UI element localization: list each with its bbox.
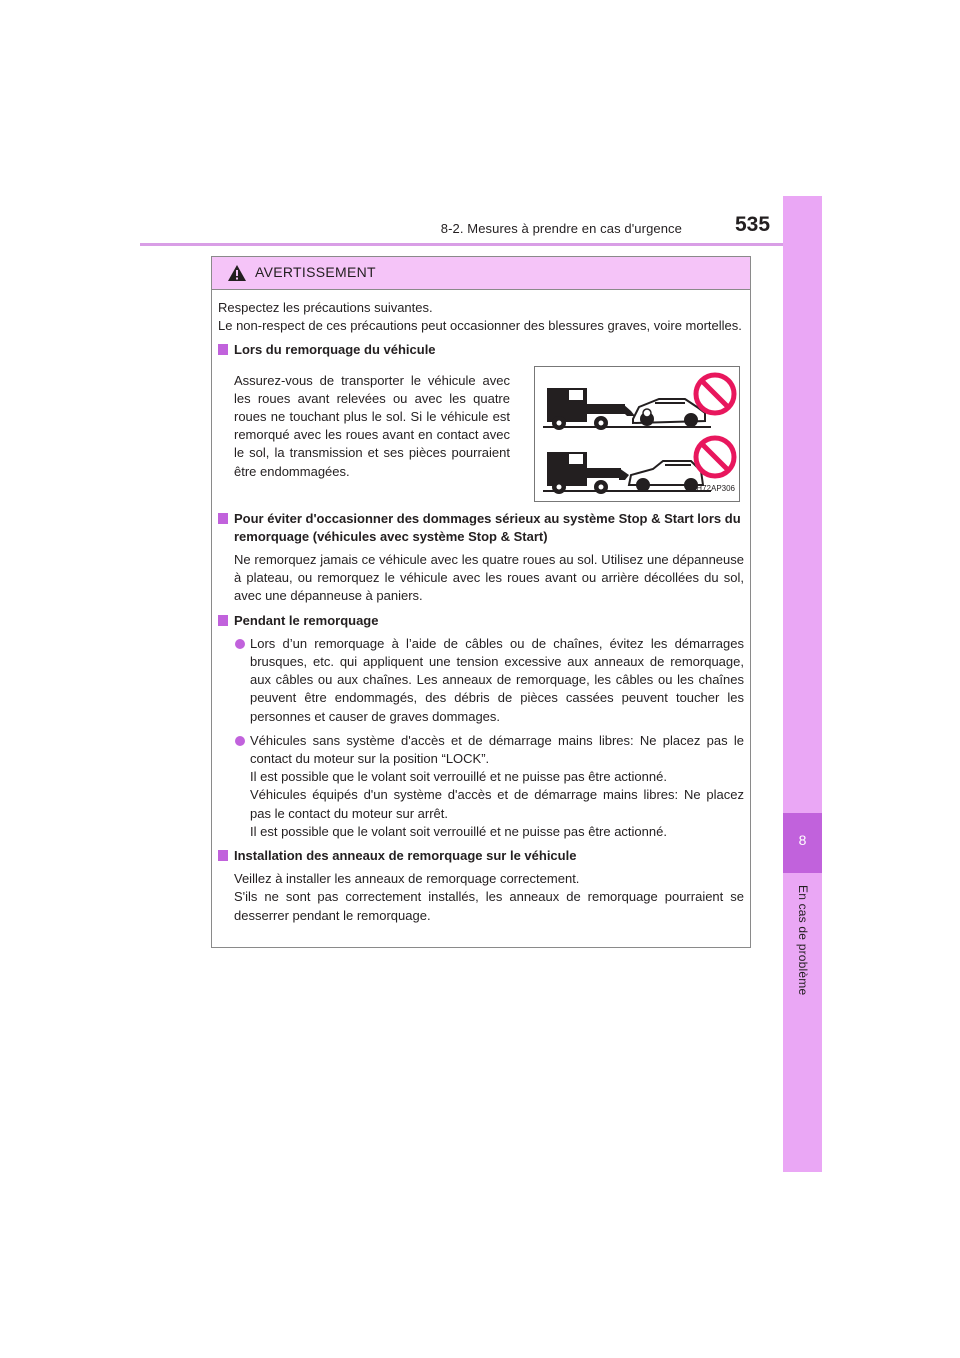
list-item (234, 732, 744, 841)
section-title: 8-2. Mesures à prendre en cas d'urgence (440, 221, 682, 236)
warning-title: AVERTISSEMENT (255, 264, 376, 280)
list-item-text: Il est possible que le volant soit verrouillé et ne puisse pas être actionné. (250, 769, 667, 785)
section-heading-text: Lors du remorquage du véhicule (234, 342, 436, 358)
list-item-text: Véhicules équipés d'un système d'accès et de démarrage mains libres: Ne placez pas le contact du moteur sur arrêt. (250, 787, 744, 821)
intro-line-2: Le non-respect de ces précautions peut occasionner des blessures graves, voire mortelles. (218, 318, 742, 334)
round-bullet-icon (235, 736, 245, 746)
section-heading-stop-start (218, 510, 744, 546)
square-bullet-icon (218, 344, 228, 355)
chapter-side-tab (783, 196, 822, 1172)
list-item (234, 635, 744, 726)
section-heading-towing (218, 341, 744, 359)
tow-hooks-line-1: Veillez à installer les anneaux de remorquage correctement. (234, 871, 580, 887)
warning-box (211, 256, 751, 948)
list-item-text: Véhicules sans système d'accès et de démarrage mains libres: Ne placez pas le contact du moteur sur la position “LOCK”. (250, 732, 744, 767)
list-item-text: Lors d’un remorquage à l’aide de câbles ou de chaînes, évitez les démarrages brusques, etc. qui appliquent une tension excessive aux anneaux de remorquage, aux câbles ou aux chaînes. Les anneaux de remorquage, les câbles ou les chaînes peuvent être endommagés, des débris de pièces cassées peuvent toucher les personnes et causer de graves dommages. (250, 635, 744, 724)
chapter-number: 8 (798, 832, 807, 848)
square-bullet-icon (218, 850, 228, 861)
round-bullet-icon (235, 639, 245, 649)
warning-body (218, 299, 744, 931)
section-heading-text: Pendant le remorquage (234, 612, 379, 628)
chapter-title: En cas de problème (796, 885, 810, 996)
intro-text (218, 299, 744, 335)
header-rule (140, 243, 822, 246)
warning-header (212, 257, 750, 290)
section-heading-text: Installation des anneaux de remorquage sur le véhicule (234, 848, 577, 864)
square-bullet-icon (218, 615, 228, 626)
intro-line-1: Respectez les précautions suivantes. (218, 300, 433, 315)
tow-hooks-line-2: S'ils ne sont pas correctement installés, les anneaux de remorquage pourraient se desserrer pendant le remorquage. (234, 889, 744, 923)
section-heading-tow-hooks (218, 847, 744, 865)
towing-text: Assurez-vous de transporter le véhicule avec les roues avant relevées ou avec les quatre roues ne touchant plus le sol. Si le véhicule est remorqué avec les roues avant en contact avec le sol, la transmission et ses pièces pourraient être endommagées. (234, 372, 510, 479)
list-item-text: Il est possible que le volant soit verrouillé et ne puisse pas être actionné. (250, 823, 667, 839)
square-bullet-icon (218, 513, 228, 524)
stop-start-text: Ne remorquez jamais ce véhicule avec les quatre roues au sol. Utilisez une dépanneuse à plateau, ou remorquez le véhicule avec les roues avant ou arrière décollées du sol, avec une dépanneuse à paniers. (234, 552, 744, 604)
page-number: 535 (735, 213, 771, 236)
tow-hooks-text (234, 870, 744, 925)
section-heading-during-towing (218, 612, 744, 630)
figure-code: CTH72AP306 (685, 484, 735, 494)
warning-triangle-icon (227, 264, 247, 282)
prohibition-icon (696, 375, 734, 476)
section-heading-text: Pour éviter d'occasionner des dommages sérieux au système Stop & Start lors du remorquage (véhicules avec système Stop & Start) (234, 510, 741, 544)
towing-illustration (534, 366, 740, 502)
towing-row (234, 366, 744, 502)
